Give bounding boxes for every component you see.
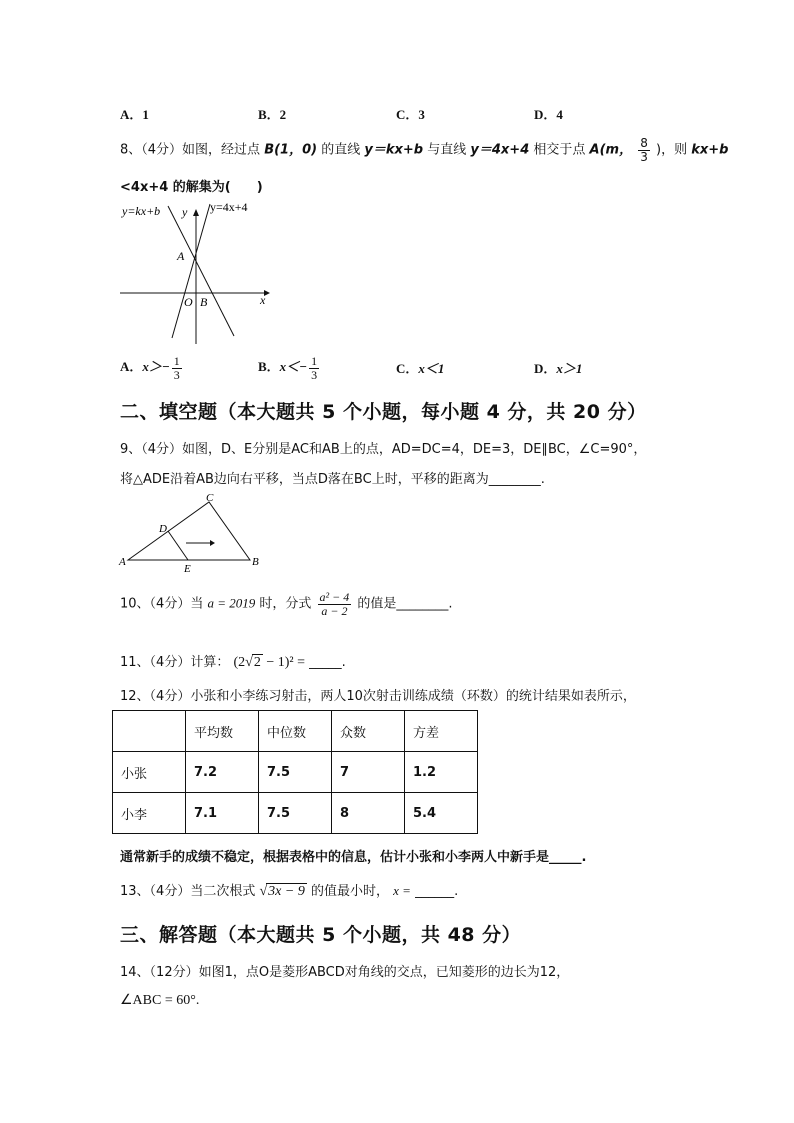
q14-stem-line2: ∠ABC = 60°. (120, 993, 200, 1008)
q10-mid: 时，分式 (259, 596, 312, 612)
table-cell: 7.1 (186, 793, 259, 834)
q14-stem-line1: 14、（12分）如图1，点O是菱形ABCD对角线的交点，已知菱形的边长为12， (120, 965, 570, 980)
q9-label-c: C (206, 492, 214, 504)
table-header-cell: 平均数 (186, 711, 259, 752)
q12-stem-line1: 12、（4分）小张和小李练习射击，两人10次射击训练成绩（环数）的统计结果如表所示， (120, 689, 636, 704)
q7-option-d: D．4 (534, 107, 563, 122)
q13-radicand: 3x − 9 (268, 884, 305, 899)
q7-option-a: A．1 (120, 107, 149, 122)
q8-frac-num: 8 (640, 136, 648, 150)
q8-label-line2: y=4x+4 (210, 200, 248, 214)
q9-arrow-head-icon (210, 540, 215, 546)
q9-label-a: A (119, 556, 126, 568)
table-cell: 1.2 (405, 752, 478, 793)
q11-expr-open: (2 (233, 655, 246, 670)
table-header-cell: 中位数 (259, 711, 332, 752)
q8-label-o: O (184, 295, 193, 309)
q12-stem-line2: 通常新手的成绩不稳定，根据表格中的信息，估计小张和小李两人中新手是_____. (120, 850, 587, 865)
table-header-cell: 众数 (332, 711, 405, 752)
q8-option-d-rel: x＞1 (556, 361, 583, 376)
q10-tail: 的值是________. (357, 596, 453, 612)
q8-option-a-rel: x＞− (142, 359, 170, 375)
q10-condition: a = 2019 (207, 595, 256, 611)
table-cell: 5.4 (405, 793, 478, 834)
table-cell: 7.2 (186, 752, 259, 793)
table-cell: 7.5 (259, 793, 332, 834)
q8-stem-line1 (120, 137, 728, 163)
q8-graph (118, 198, 278, 346)
q8-label-y: y (182, 205, 188, 219)
q10-fraction (318, 591, 352, 617)
q8-option-a-frac (172, 355, 182, 381)
q9-stem-line2: 将△ADE沿着AB边向右平移，当点D落在BC上时，平移的距离为________. (120, 472, 545, 487)
q11-stem (120, 651, 346, 671)
table-row (113, 793, 478, 834)
q8-line1: y＝kx+b (364, 142, 424, 158)
q8-tail: )，则 (656, 142, 688, 158)
q8-mid3: 相交于点 (533, 142, 586, 158)
q8-option-d-letter: D． (534, 361, 557, 376)
q7-option-c: C．3 (396, 107, 425, 122)
q8-expr: kx+b (691, 142, 729, 158)
q8-option-d (534, 358, 582, 377)
q8-label-b: B (200, 295, 208, 309)
q8-option-c-rel: x＜1 (418, 361, 445, 376)
q8-mid2: 与直线 (427, 142, 467, 158)
table-row (113, 752, 478, 793)
q7-option-b: B．2 (258, 107, 287, 122)
q8-option-a-letter: A． (120, 359, 143, 375)
q8-line2: y＝4x+4 (470, 142, 530, 158)
table-header-cell (113, 711, 186, 752)
q11-radicand: 2 (253, 655, 261, 670)
table-cell: 小张 (113, 752, 186, 793)
q8-stem-line2: <4x+4 的解集为( ) (120, 180, 263, 195)
table-cell: 小李 (113, 793, 186, 834)
q8-option-a-num: 1 (173, 354, 180, 368)
q8-frac-den: 3 (640, 149, 648, 164)
q11-expression: (2√2 − 1)² = (233, 655, 305, 670)
q9-label-d: D (159, 523, 167, 535)
q10-frac-num: a² − 4 (319, 590, 350, 604)
q8-label-x: x (260, 293, 266, 307)
q11-prefix: 11、（4分）计算： (120, 655, 230, 670)
q8-option-b-frac (309, 355, 319, 381)
q9-stem-line1: 9、（4分）如图，D、E分别是AC和AB上的点，AD=DC=4，DE=3，DE∥BC，∠C=90°， (120, 442, 647, 457)
q8-option-c (396, 358, 444, 377)
q8-point-a: A(m， (589, 142, 633, 158)
q12-score-table (112, 710, 478, 834)
q8-option-a (120, 355, 184, 381)
table-header-cell: 方差 (405, 711, 478, 752)
q8-option-b-rel: x＜− (279, 359, 308, 375)
q13-prefix: 13、（4分）当二次根式 (120, 884, 256, 899)
table-cell: 8 (332, 793, 405, 834)
q8-option-b (258, 355, 321, 381)
table-cell: 7.5 (259, 752, 332, 793)
q13-tail: ______. (415, 884, 459, 899)
q11-tail: _____. (309, 655, 346, 670)
q10-stem (120, 591, 453, 617)
q11-expr-close: − 1)² = (262, 655, 305, 670)
q10-frac-den: a − 2 (321, 603, 348, 618)
q10-prefix: 10、（4分）当 (120, 596, 204, 612)
q9-label-b: B (252, 556, 259, 568)
section2-title: 二、填空题（本大题共 5 个小题，每小题 4 分，共 20 分） (120, 401, 647, 423)
section3-title: 三、解答题（本大题共 5 个小题，共 48 分） (120, 924, 522, 946)
q13-stem (120, 880, 458, 900)
q8-mid1: 的直线 (321, 142, 361, 158)
table-header-row (113, 711, 478, 752)
q8-option-b-den: 3 (311, 367, 318, 382)
q8-label-line1: y=kx+b (122, 204, 161, 218)
q8-point-b: B(1，0) (264, 142, 318, 158)
q8-fraction (638, 137, 650, 163)
q8-option-a-den: 3 (173, 367, 180, 382)
q8-y-arrow-icon (193, 209, 199, 216)
q8-label-a: A (177, 249, 185, 263)
q8-option-b-num: 1 (311, 354, 318, 368)
q9-triangle-figure (116, 490, 266, 574)
q13-radical: √3x − 9 (259, 884, 305, 899)
table-cell: 7 (332, 752, 405, 793)
q8-prefix: 8、（4分）如图，经过点 (120, 142, 261, 158)
q9-label-e: E (184, 563, 191, 574)
q13-mid: 的值最小时， (310, 884, 389, 899)
q8-option-c-letter: C． (396, 361, 419, 376)
q9-segment-de (168, 531, 188, 560)
q9-triangle-abc (128, 502, 250, 560)
q13-var: x = (393, 883, 411, 898)
q8-option-b-letter: B． (258, 359, 280, 375)
